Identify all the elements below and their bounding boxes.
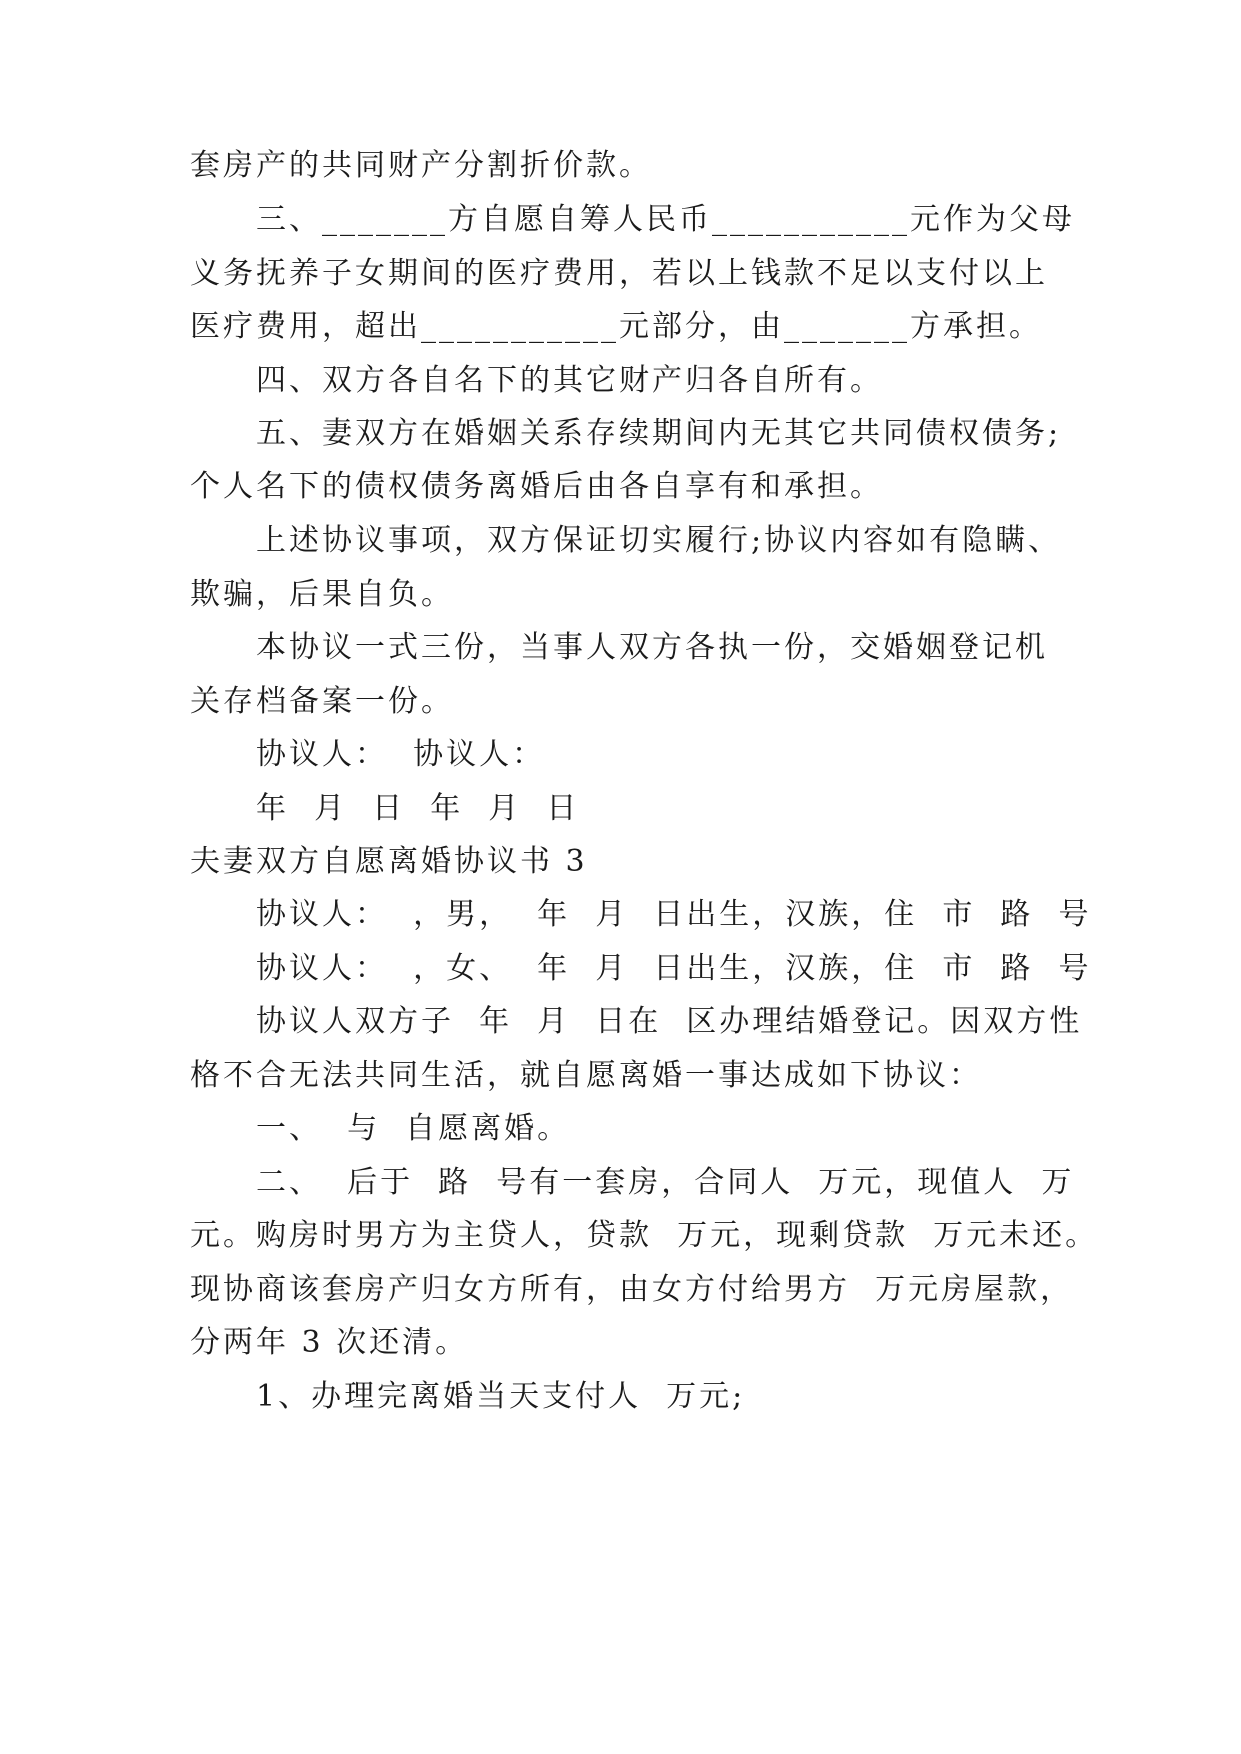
- paragraph-line: 三、_______方自愿自筹人民币___________元作为父母: [256, 202, 1075, 237]
- paragraph-line: 元。购房时男方为主贷人，贷款 万元，现剩贷款 万元未还。: [190, 1218, 1099, 1253]
- paragraph-line: 格不合无法共同生活，就自愿离婚一事达成如下协议：: [190, 1058, 982, 1093]
- paragraph-line: 1、办理完离婚当天支付人 万元;: [256, 1379, 746, 1414]
- paragraph-line: 五、妻双方在婚姻关系存续期间内无其它共同债权债务;: [256, 416, 1062, 451]
- paragraph-line: 协议人： ，男， 年 月 日出生，汉族，住 市 路 号: [256, 897, 1092, 932]
- paragraph-line: 一、 与 自愿离婚。: [256, 1111, 571, 1146]
- paragraph-line: 分两年 3 次还清。: [190, 1325, 469, 1360]
- paragraph-line: 义务抚养子女期间的医疗费用，若以上钱款不足以支付以上: [190, 256, 1048, 291]
- paragraph-line: 上述协议事项，双方保证切实履行;协议内容如有隐瞒、: [256, 523, 1062, 558]
- paragraph-line: 四、双方各自名下的其它财产归各自所有。: [256, 363, 883, 398]
- section-title: 夫妻双方自愿离婚协议书 3: [190, 844, 588, 879]
- signature-label-line: 协议人： 协议人：: [256, 737, 546, 772]
- paragraph-line: 协议人双方子 年 月 日在 区办理结婚登记。因双方性: [256, 1004, 1083, 1039]
- paragraph-line: 二、 后于 路 号有一套房，合同人 万元，现值人 万: [256, 1165, 1075, 1200]
- paragraph-line: 套房产的共同财产分割折价款。: [190, 148, 652, 183]
- paragraph-line: 医疗费用，超出___________元部分，由_______方承担。: [190, 309, 1042, 344]
- paragraph-line: 协议人： ，女、 年 月 日出生，汉族，住 市 路 号: [256, 951, 1092, 986]
- paragraph-line: 本协议一式三份，当事人双方各执一份，交婚姻登记机: [256, 630, 1048, 665]
- paragraph-line: 欺骗，后果自负。: [190, 577, 454, 612]
- paragraph-line: 个人名下的债权债务离婚后由各自享有和承担。: [190, 469, 883, 504]
- date-line: 年 月 日 年 月 日: [256, 791, 580, 826]
- paragraph-line: 关存档备案一份。: [190, 684, 454, 719]
- paragraph-line: 现协商该套房产归女方所有，由女方付给男方 万元房屋款，: [190, 1272, 1074, 1307]
